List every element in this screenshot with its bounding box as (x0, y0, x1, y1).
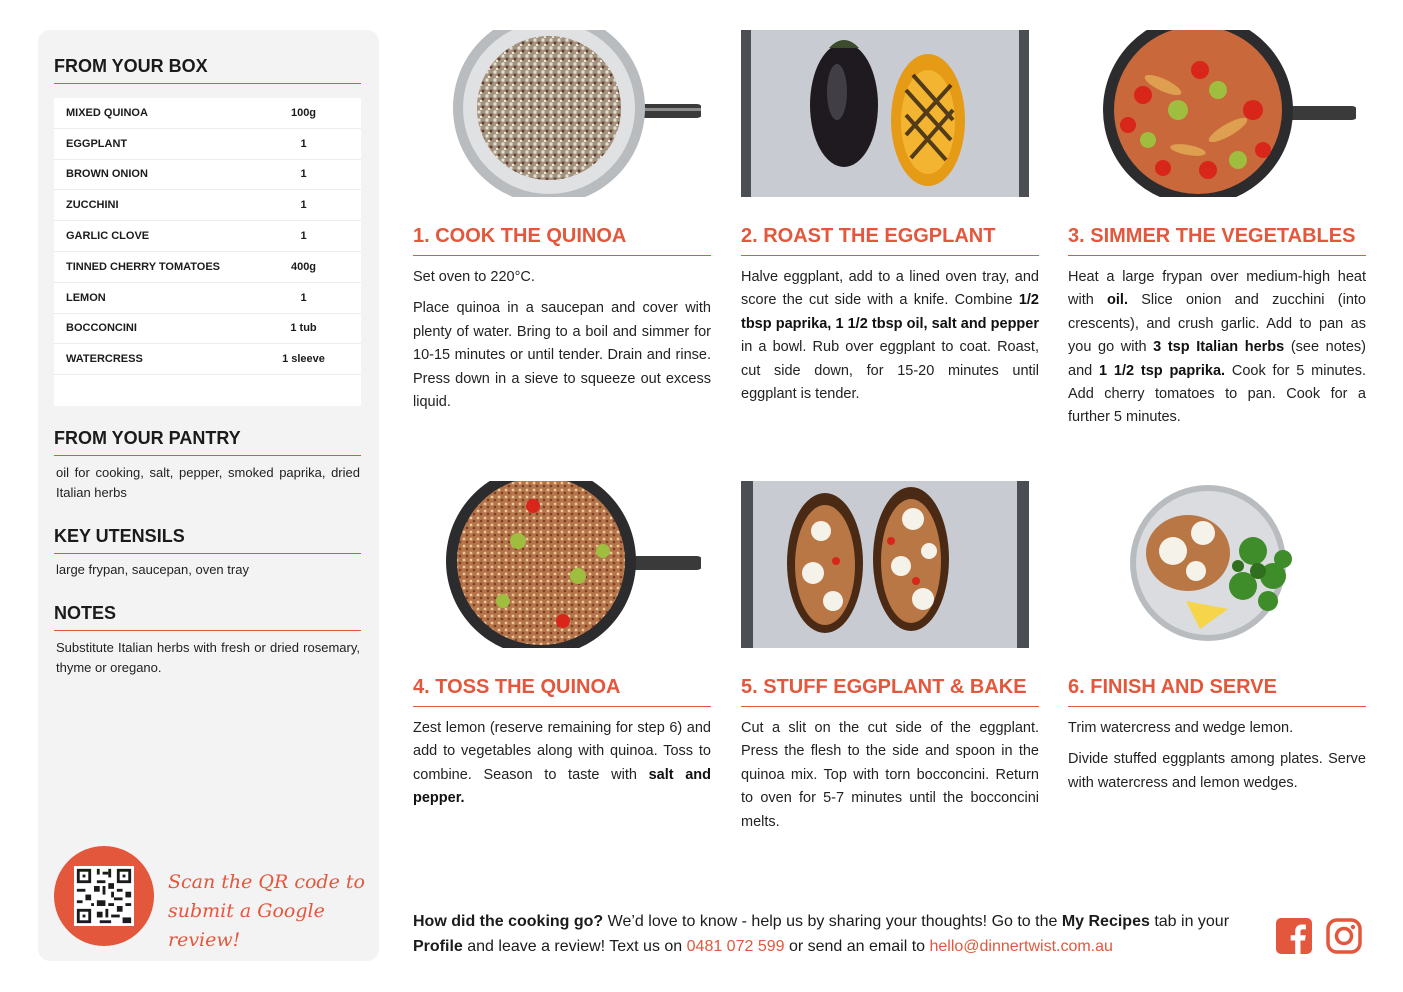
review-footer: How did the cooking go? We’d love to know - help us by sharing your thoughts! Go to the My Recipes tab in your Profile and leave a review! Text us on 0481 072 599 or send an email to hello@dinnertwist.com.au (413, 913, 1230, 955)
table-row (54, 283, 361, 314)
step-6-body (1068, 717, 1366, 803)
step-3-photo (1068, 30, 1356, 197)
table-row (54, 129, 361, 160)
my-recipes-label: My Recipes (1061, 913, 1150, 930)
table-row (54, 314, 361, 345)
ingredient-name: WATERCRESS (66, 353, 143, 366)
phone-link[interactable]: 0481 072 599 (686, 938, 785, 955)
step-1-body (413, 266, 711, 422)
profile-label: Profile (413, 938, 463, 955)
facebook-icon[interactable] (1276, 918, 1312, 954)
notes-heading: NOTES (54, 603, 361, 631)
qr-cta-line-1: Scan the QR code to (168, 871, 365, 893)
from-your-pantry-heading: FROM YOUR PANTRY (54, 428, 361, 456)
step-6-para-2: Divide stuffed eggplants among plates. Serve with watercress and lemon wedges. (1068, 751, 1366, 791)
ingredient-name: BOCCONCINI (66, 322, 137, 335)
step-4-para: Zest lemon (reserve remaining for step 6) and add to vegetables along with quinoa. Toss to combine. Season to taste with salt and pepper. (413, 720, 711, 807)
ingredient-qty: 100g (290, 106, 317, 119)
ingredient-qty: 1 (300, 230, 307, 243)
ingredient-name: ZUCCHINI (66, 199, 119, 212)
step-2-photo (741, 30, 1029, 197)
step-4-photo (413, 481, 701, 648)
step-5-body (741, 717, 1039, 842)
step-2-body (741, 266, 1039, 414)
table-row (54, 344, 361, 375)
step-1-photo (413, 30, 701, 197)
ingredient-qty: 1 tub (290, 322, 317, 335)
step-1-title: 1. COOK THE QUINOA (413, 225, 711, 256)
ingredient-qty: 1 (300, 168, 307, 181)
step-6-para-1: Trim watercress and wedge lemon. (1068, 720, 1294, 736)
ingredient-name: LEMON (66, 291, 106, 304)
table-row (54, 160, 361, 191)
pantry-text: oil for cooking, salt, pepper, smoked paprika, dried Italian herbs (56, 465, 360, 500)
key-utensils-heading: KEY UTENSILS (54, 526, 361, 554)
ingredient-name: GARLIC CLOVE (66, 230, 150, 243)
step-5-para: Cut a slit on the cut side of the eggplant. Press the flesh to the side and spoon in the quinoa mix. Top with torn bocconcini. Return to oven for 5-7 minutes until the bocconcini melts. (741, 720, 1039, 830)
email-link[interactable]: hello@dinnertwist.com.au (929, 938, 1113, 955)
step-4-body (413, 717, 711, 819)
step-5-photo (741, 481, 1029, 648)
qr-call-to-action (168, 868, 368, 955)
qr-badge (54, 846, 154, 946)
table-row (54, 98, 361, 129)
qr-cta-line-2: submit a Google review! (168, 900, 325, 951)
ingredient-qty: 1 (300, 199, 307, 212)
ingredient-qty: 400g (290, 260, 317, 273)
ingredients-table (54, 98, 361, 406)
ingredient-name: MIXED QUINOA (66, 106, 148, 119)
step-3-title: 3. SIMMER THE VEGETABLES (1068, 225, 1366, 256)
step-3-body (1068, 266, 1366, 438)
footer-question: How did the cooking go? (413, 913, 604, 930)
table-row (54, 252, 361, 283)
step-5-title: 5. STUFF EGGPLANT & BAKE (741, 676, 1039, 707)
step-1-para-1: Set oven to 220°C. (413, 269, 535, 285)
step-2-para: Halve eggplant, add to a lined oven tray, and score the cut side with a knife. Combine 1/2 tbsp paprika, 1 1/2 tbsp oil, salt and pepper in a bowl. Rub over eggplant to coat. Roast, cut side down, for 15-20 minutes until eggplant is tender. (741, 269, 1039, 403)
step-6-photo (1068, 481, 1356, 648)
ingredient-name: BROWN ONION (66, 168, 148, 181)
step-2-title: 2. ROAST THE EGGPLANT (741, 225, 1039, 256)
table-row (54, 221, 361, 252)
ingredient-name: EGGPLANT (66, 137, 128, 150)
ingredient-name: TINNED CHERRY TOMATOES (66, 260, 221, 273)
ingredient-qty: 1 (300, 137, 307, 150)
notes-text: Substitute Italian herbs with fresh or dried rosemary, thyme or oregano. (56, 640, 360, 675)
ingredient-qty: 1 sleeve (282, 353, 325, 366)
step-1-para-2: Place quinoa in a saucepan and cover with plenty of water. Bring to a boil and simmer for 10-15 minutes or until tender. Drain and rinse. Press down in a sieve to squeeze out excess liquid. (413, 300, 711, 411)
instagram-icon[interactable] (1326, 918, 1362, 954)
utensils-text: large frypan, saucepan, oven tray (56, 562, 249, 577)
table-row (54, 190, 361, 221)
sidebar (38, 30, 379, 961)
step-6-title: 6. FINISH AND SERVE (1068, 676, 1366, 707)
qr-code-icon[interactable] (74, 866, 134, 926)
step-3-para: Heat a large frypan over medium-high heat with oil. Slice onion and zucchini (into crescents), and crush garlic. Add to pan as you go with 3 tsp Italian herbs (see notes) and 1 1/2 tsp paprika. Cook for 5 minutes. Add cherry tomatoes to pan. Cook for a further 5 minutes. (1068, 269, 1366, 426)
from-your-box-heading: FROM YOUR BOX (54, 56, 361, 84)
ingredient-qty: 1 (300, 291, 307, 304)
step-4-title: 4. TOSS THE QUINOA (413, 676, 711, 707)
